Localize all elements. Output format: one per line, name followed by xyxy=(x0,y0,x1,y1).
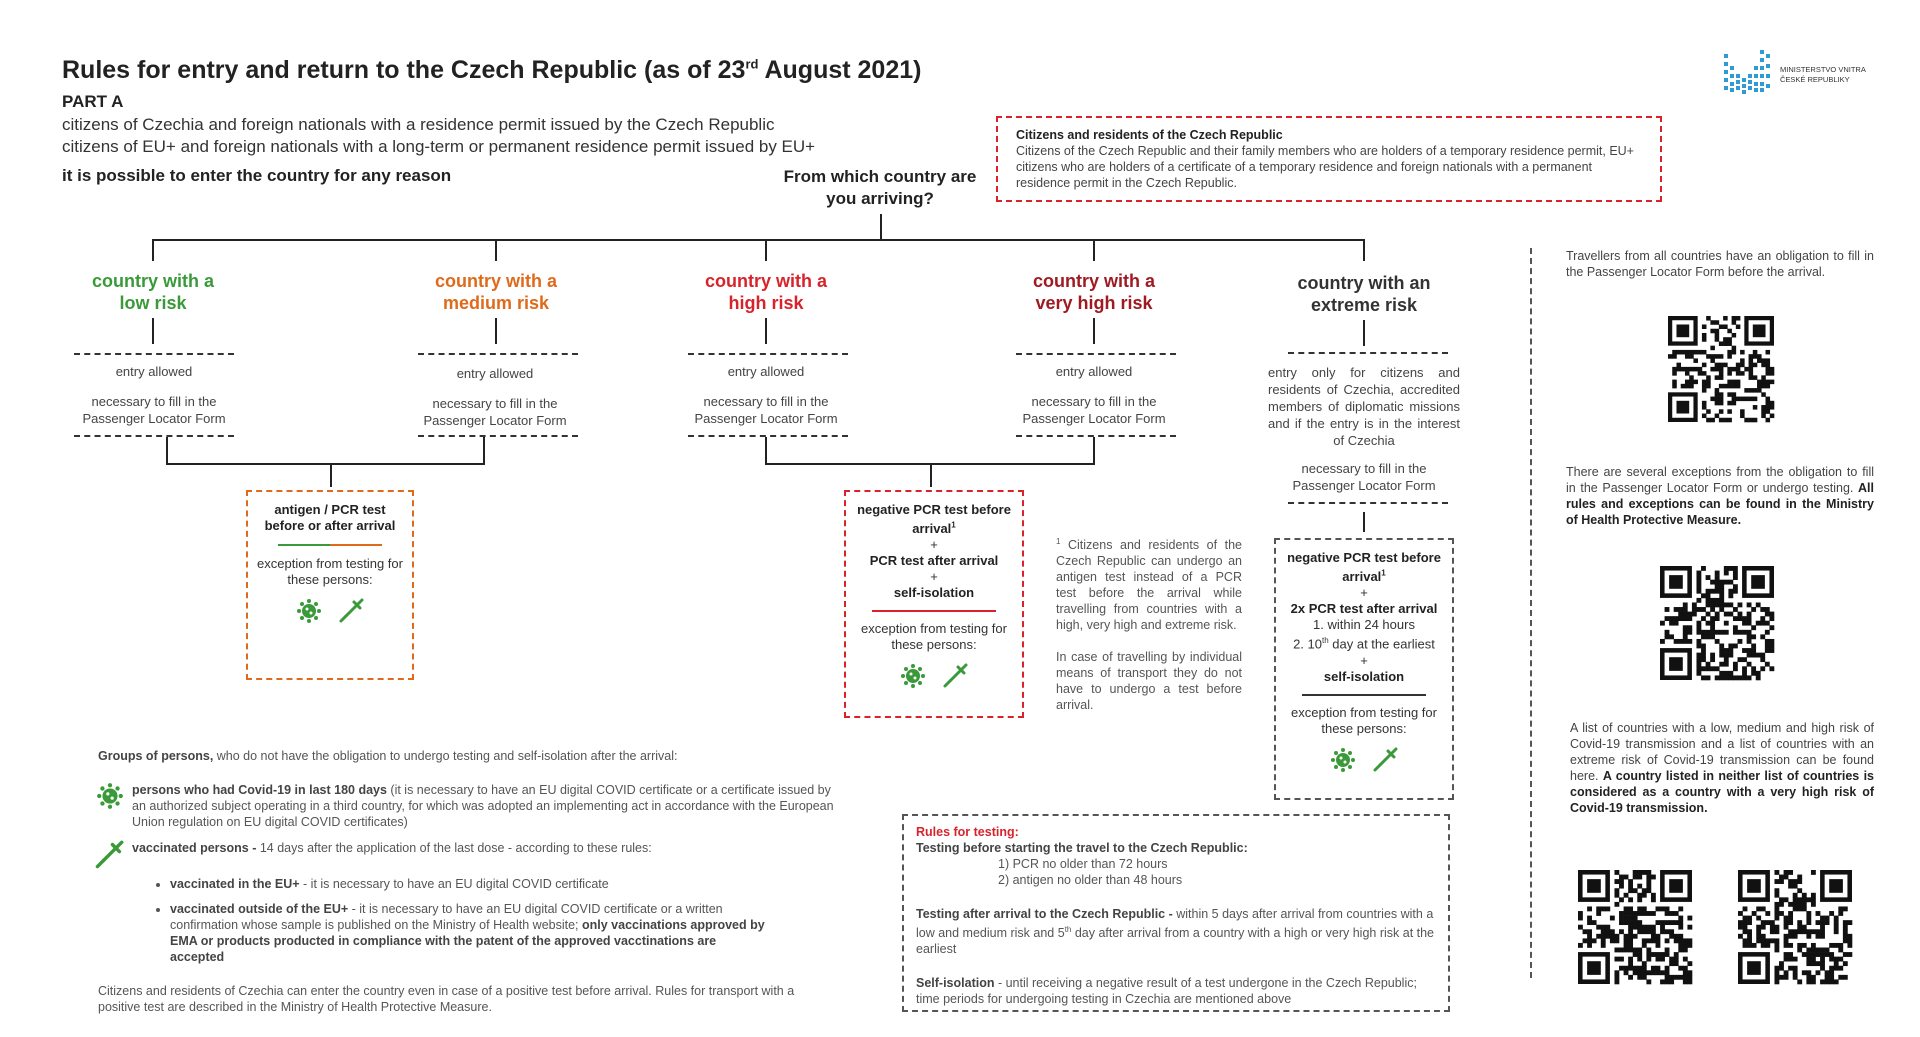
entry-status-medium: entry allowed xyxy=(456,366,534,381)
pcr-after-label: 2x PCR test after arrival xyxy=(1290,601,1438,617)
tree-connector xyxy=(765,239,767,261)
sidebar-divider xyxy=(1530,248,1532,978)
tree-connector xyxy=(880,214,882,240)
pcr-timing-1: 1. within 24 hours xyxy=(1313,617,1415,633)
qr-code-extreme-list[interactable] xyxy=(1738,870,1852,984)
rules-after: Testing after arrival to the Czech Republic - within 5 days after arrival from countries with a low and medium risk and 5th day after arrival from a country with a high or very high risk at the earliest xyxy=(916,907,1435,957)
vaccinated-eu-rule: • vaccinated in the EU+ - it is necessary to have an EU digital COVID certificate xyxy=(170,876,770,892)
color-divider xyxy=(1302,694,1426,696)
plf-note-high: necessary to fill in the Passenger Locator Form xyxy=(694,394,838,426)
rules-before-pcr: 1) PCR no older than 72 hours xyxy=(998,857,1168,871)
virus-icon xyxy=(296,598,322,624)
citizens-body: Citizens of the Czech Republic and their family members who are holders of a temporary residence permit, EU+ citizens who are holders of a certificate of a temporary residence and foreign nationals with a permanent residence permit in the Czech Republic. xyxy=(1016,144,1634,190)
syringe-icon xyxy=(1372,747,1398,773)
exceptions-text: There are several exceptions from the obligation to fill in the Passenger Locator Form or undergo testing. All rules and exceptions can be found in the Ministry of Health Protective Measure. xyxy=(1566,465,1874,527)
qr-code-plf[interactable] xyxy=(1668,316,1774,422)
exempt-groups-section xyxy=(98,748,838,1015)
tree-connector xyxy=(1363,512,1365,532)
citizens-heading: Citizens and residents of the Czech Republic xyxy=(1016,128,1283,142)
syringe-icon xyxy=(338,598,364,624)
citizens-definition-box xyxy=(996,116,1662,202)
entry-status-high: entry allowed xyxy=(727,364,805,379)
plf-note-very-high: necessary to fill in the Passenger Locator Form xyxy=(1022,394,1166,426)
syringe-icon xyxy=(942,663,968,689)
divider xyxy=(74,353,234,355)
arrival-question: From which country are you arriving? xyxy=(783,167,977,208)
self-isolation-label: self-isolation xyxy=(893,585,975,601)
divider xyxy=(688,353,848,355)
plf-note-low: necessary to fill in the Passenger Locator Form xyxy=(82,394,226,426)
testing-rules-box xyxy=(902,814,1450,1012)
tree-connector xyxy=(166,463,485,465)
tree-connector xyxy=(330,463,332,487)
ministry-logo xyxy=(1724,50,1866,99)
pcr-before-label: negative PCR test before arrival$^1$ xyxy=(857,502,1011,537)
tree-connector xyxy=(1093,239,1095,261)
exception-label: exception from testing for these persons: xyxy=(1291,704,1437,736)
entry-status-low: entry allowed xyxy=(115,364,193,379)
ministry-logo-icon xyxy=(1724,50,1866,94)
vaccinated-group: vaccinated persons - 14 days after the application of the last dose - according to these rules: xyxy=(132,841,652,855)
pcr-before-label: negative PCR test before arrival$^1$ xyxy=(1287,550,1441,585)
qr-code-risk-list[interactable] xyxy=(1578,870,1692,984)
plus-sign: + xyxy=(930,537,938,553)
exempt-groups-heading: Groups of persons, who do not have the obligation to undergo testing and self-isolation after the arrival: xyxy=(98,749,678,763)
plf-note-medium: necessary to fill in the Passenger Locator Form xyxy=(423,396,567,428)
risk-label-extreme: country with an extreme risk xyxy=(1297,273,1431,315)
qr-code-measure[interactable] xyxy=(1660,566,1774,680)
pcr-after-label: PCR test after arrival xyxy=(869,553,999,569)
svg-text:MINISTERSTVO VNITRA: MINISTERSTVO VNITRA xyxy=(1780,65,1866,74)
entry-status-very-high: entry allowed xyxy=(1055,364,1133,379)
tree-connector xyxy=(152,239,1364,241)
tree-connector xyxy=(483,437,485,465)
risk-label-low: country with a low risk xyxy=(91,271,214,313)
plus-sign: + xyxy=(930,569,938,585)
subtitle-line-2: citizens of EU+ and foreign nationals with a long-term or permanent residence permit issued by EU+ xyxy=(62,137,816,156)
plus-sign: + xyxy=(1360,652,1368,668)
part-label: PART A xyxy=(62,92,124,111)
footnote: $^1$ Citizens and residents of the Czech Republic can undergo an antigen test instead of a PCR test before the arrival while travelling from countries with a high, very high and extreme risk. In case of travelling by individual means of transport they do not have to undergo a test before arrival. xyxy=(1056,537,1242,713)
rules-before-antigen: 2) antigen no older than 48 hours xyxy=(998,873,1183,887)
plf-note-extreme: necessary to fill in the Passenger Locator Form xyxy=(1292,461,1436,493)
entry-reason: it is possible to enter the country for any reason xyxy=(62,166,452,185)
covid-recovered-group: persons who had Covid-19 in last 180 days (it is necessary to have an EU digital COVID certificate or a certificate issued by an authorized subject operating in a third country, for which was adopted an implementing act in accordance with the European Union regulation on EU digital COVID certificates) xyxy=(132,783,834,829)
virus-icon xyxy=(96,782,124,810)
tree-connector xyxy=(1363,239,1365,261)
risk-label-very-high: country with a very high risk xyxy=(1032,271,1155,313)
tree-connector xyxy=(152,318,154,344)
tree-connector xyxy=(765,437,767,465)
tree-connector xyxy=(1093,318,1095,344)
divider xyxy=(688,435,848,437)
pcr-timing-2: 2. 10th day at the earliest xyxy=(1293,636,1435,652)
tree-connector xyxy=(166,437,168,465)
divider xyxy=(1288,352,1448,354)
tree-connector xyxy=(930,463,932,487)
plus-sign: + xyxy=(1360,585,1368,601)
self-isolation-label: self-isolation xyxy=(1323,668,1405,684)
subtitle-line-1: citizens of Czechia and foreign nationals with a residence permit issued by the Czech Republic xyxy=(62,115,775,134)
exception-label: exception from testing for these persons: xyxy=(861,621,1007,653)
tree-connector xyxy=(495,239,497,261)
divider xyxy=(1288,502,1448,504)
rules-heading: Rules for testing: xyxy=(916,825,1019,839)
test-box-high-very-high xyxy=(844,490,1024,718)
divider xyxy=(1016,353,1176,355)
virus-icon xyxy=(900,663,926,689)
rules-before-heading: Testing before starting the travel to the Czech Republic: xyxy=(916,841,1248,855)
tree-connector xyxy=(152,239,154,261)
entry-status-extreme: entry only for citizens and residents of Czechia, accredited members of diplomatic missions and if the entry is in the interest of Czechia xyxy=(1268,365,1460,448)
tree-connector xyxy=(1363,320,1365,346)
color-divider xyxy=(278,544,382,546)
test-box-extreme xyxy=(1274,538,1454,800)
exception-label: exception from testing for these persons: xyxy=(257,556,403,587)
risk-label-high: country with a high risk xyxy=(704,271,827,313)
divider xyxy=(1016,435,1176,437)
virus-icon xyxy=(1330,747,1356,773)
page-title: Rules for entry and return to the Czech Republic (as of 23rd August 2021) xyxy=(62,56,922,84)
positive-test-note: Citizens and residents of Czechia can enter the country even in case of a positive test before arrival. Rules for transport with a positive test are described in the Ministry of Health Protective Measure. xyxy=(98,984,795,1014)
divider xyxy=(418,353,578,355)
vaccinated-non-eu-rule: • vaccinated outside of the EU+ - it is necessary to have an EU digital COVID certificate or a written confirmation whose sample is published on the Ministry of Health website; only vaccinations approved by EMA or products producted in compliance with the patent of the approved vacctinations are accepted xyxy=(170,901,770,965)
color-divider xyxy=(872,610,996,612)
svg-text:ČESKÉ REPUBLIKY: ČESKÉ REPUBLIKY xyxy=(1780,75,1850,84)
tree-connector xyxy=(765,318,767,344)
test-requirement: antigen / PCR test before or after arrival xyxy=(264,502,396,533)
plf-obligation-text: Travellers from all countries have an obligation to fill in the Passenger Locator Form before the arrival. xyxy=(1566,249,1874,279)
risk-label-medium: country with a medium risk xyxy=(434,271,557,313)
syringe-icon xyxy=(94,840,124,870)
country-list-text: A list of countries with a low, medium and high risk of Covid-19 transmission and a list of countries with an extreme risk of Covid-19 transmission can be found here. A country listed in neither list of countries is considered as a country with a very high risk of Covid-19 transmission. xyxy=(1570,721,1874,815)
tree-connector xyxy=(495,318,497,344)
divider xyxy=(74,435,234,437)
rules-self-isolation: Self-isolation - until receiving a negative result of a test undergone in the Czech Republic; time periods for undergoing testing in Czechia are mentioned above xyxy=(916,976,1417,1007)
divider xyxy=(418,435,578,437)
tree-connector xyxy=(1093,437,1095,465)
test-box-low-medium xyxy=(246,490,414,680)
